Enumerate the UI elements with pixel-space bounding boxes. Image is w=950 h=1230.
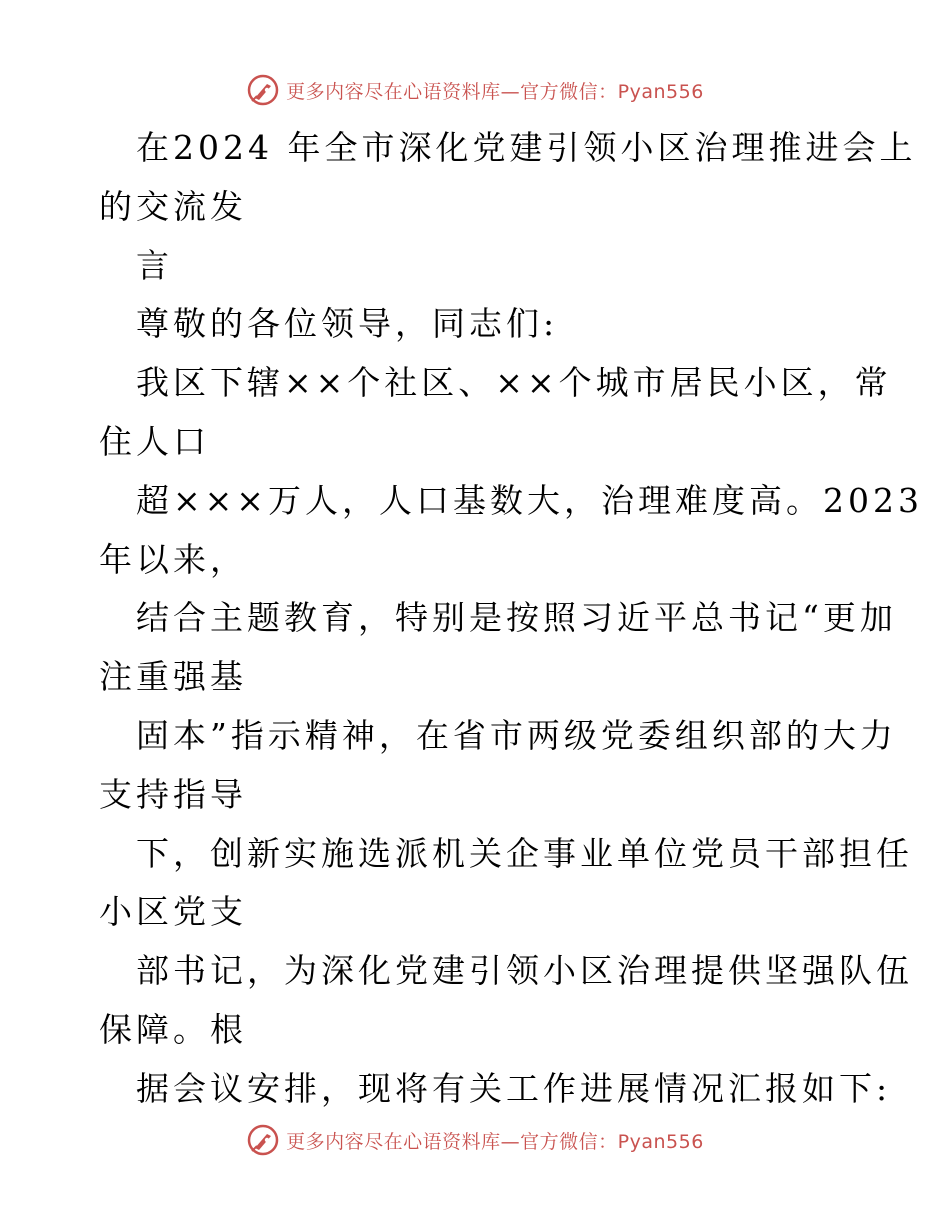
pen-nib-logo-icon [246,1123,280,1157]
document-line: 部书记，为深化党建引领小区治理提供坚强队伍 [136,951,913,991]
watermark-text: 更多内容尽在心语资料库—官方微信：Pyan556 [286,1130,704,1153]
document-line: 超×××万人，人口基数大，治理难度高。2023 [136,480,923,520]
document-body [0,119,950,1119]
document-line: 下，创新实施选派机关企事业单位党员干部担任 [136,833,913,873]
document-line: 据会议安排，现将有关工作进展情况汇报如下: [136,1068,892,1108]
document-line: 言 [136,245,173,285]
document-line: 在2024 年全市深化党建引领小区治理推进会上 [136,128,917,167]
document-line: 固本”指示精神，在省市两级党委组织部的大力 [136,715,897,755]
document-line: 我区下辖××个社区、××个城市居民小区，常 [136,363,892,403]
document-line: 保障。根 [99,1009,247,1049]
pen-nib-logo-icon [246,73,280,107]
document-line: 的交流发 [99,186,247,226]
watermark-text: 更多内容尽在心语资料库—官方微信：Pyan556 [286,80,704,103]
document-line: 小区党支 [99,892,247,932]
document-line: 支持指导 [99,774,247,814]
document-line: 结合主题教育，特别是按照习近平总书记“更加 [136,598,897,638]
document-line: 尊敬的各位领导，同志们: [136,304,559,344]
header-watermark [0,70,950,110]
footer-watermark [0,1120,950,1160]
document-line: 住人口 [99,421,210,461]
document-line: 注重强基 [99,657,247,697]
document-line: 年以来， [99,539,247,579]
